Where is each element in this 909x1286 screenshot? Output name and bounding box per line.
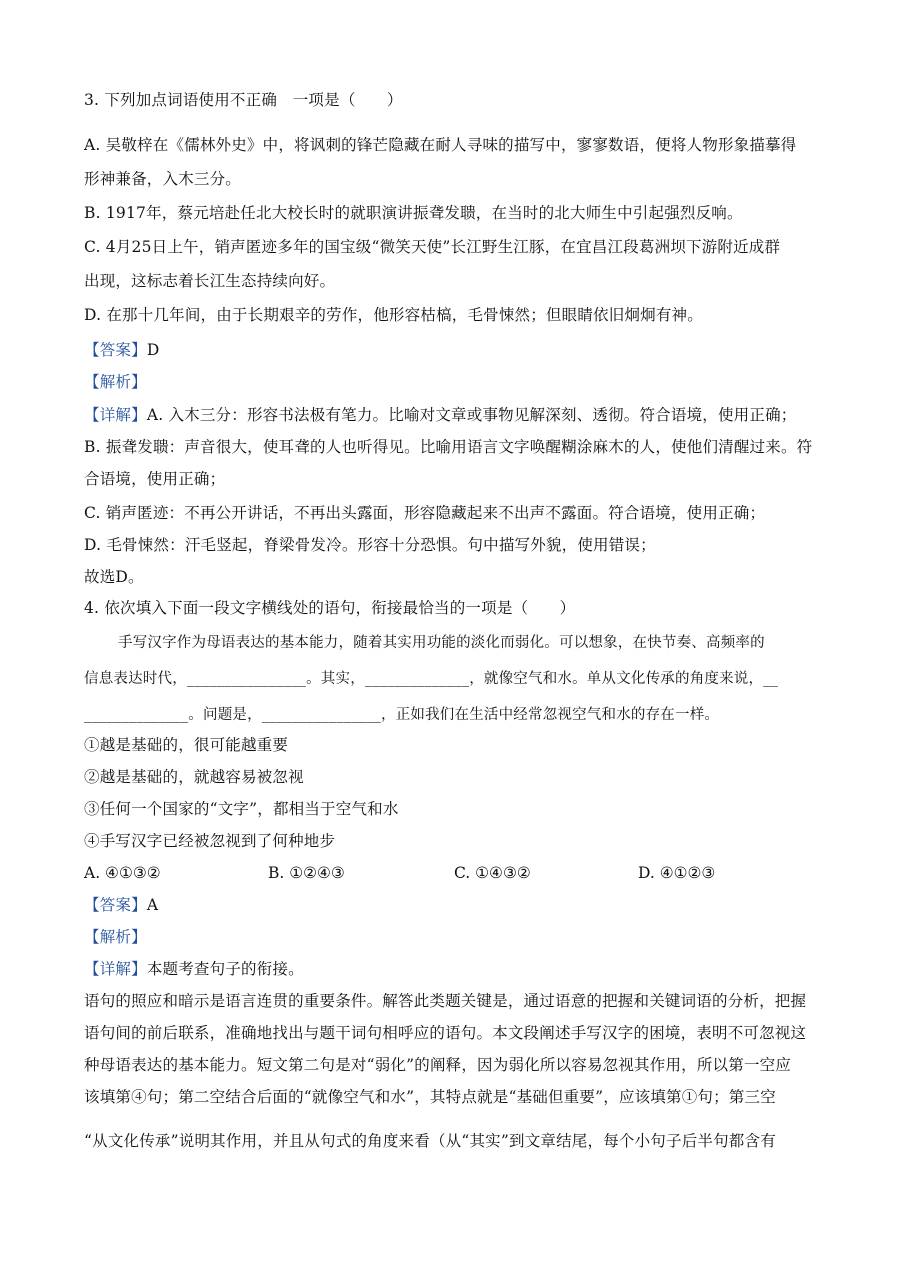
q4-explanation-line4: 该填第④句；第二空结合后面的“就像空气和水”，其特点就是“基础但重要”，应该填第①句；第三空 xyxy=(84,1088,776,1106)
q3-answer xyxy=(84,340,829,360)
q4-option-a: A. ④①③② xyxy=(84,864,161,882)
detail-text: A. 入木三分：形容书法极有笔力。比喻对文章或事物见解深刻、透彻。符合语境，使用正确； xyxy=(146,406,797,424)
q4-item-2: ②越是基础的，就越容易被忽视 xyxy=(84,768,304,786)
q3-option-c-line1: C. 4月25日上午，销声匿迹多年的国宝级“微笑天使”长江野生江豚，在宜昌江段葛洲坝下游附近成群 xyxy=(84,238,781,256)
q4-explanation-line1: 语句的照应和暗示是语言连贯的重要条件。解答此类题关键是，通过语意的把握和关键词语的分析，把握 xyxy=(84,992,807,1010)
q3-option-a-line2: 形神兼备，入木三分。 xyxy=(84,170,242,188)
q3-conclusion: 故选D。 xyxy=(84,568,144,586)
q4-explanation-line2: 语句间的前后联系，准确地找出与题干词句相呼应的语句。本文段阐述手写汉字的困境，表明不可忽视这 xyxy=(84,1024,807,1042)
q4-passage-line3: ______________。问题是，________________，正如我们在生活中经常忽视空气和水的存在一样。 xyxy=(84,707,720,723)
q4-explanation-line3: 种母语表达的基本能力。短文第二句是对“弱化”的阐释，因为弱化所以容易忽视其作用，所以第一空应 xyxy=(84,1056,792,1074)
q4-answer xyxy=(84,895,829,915)
q3-title: 3. 下列加点词语使用不正确 一项是（ ） xyxy=(84,91,403,109)
q4-passage-line1: 手写汉字作为母语表达的基本能力，随着其实用功能的淡化而弱化。可以想象，在快节奏、高频率的 xyxy=(118,635,765,651)
q4-title: 4. 依次填入下面一段文字横线处的语句，衔接最恰当的一项是（ ） xyxy=(84,599,576,617)
detail-tag: 【详解】 xyxy=(84,960,147,978)
answer-tag: 【答案】 xyxy=(84,341,147,359)
q4-option-d: D. ④①②③ xyxy=(638,864,716,882)
q3-option-d: D. 在那十几年间，由于长期艰辛的劳作，他形容枯槁，毛骨悚然；但眼睛依旧炯炯有神。 xyxy=(84,306,703,324)
q3-detail-line1 xyxy=(84,405,829,425)
q4-item-1: ①越是基础的，很可能越重要 xyxy=(84,736,289,754)
q4-passage-line2: 信息表达时代，________________。其实，______________，就像空气和水。单从文化传承的角度来说，__ xyxy=(84,671,779,687)
detail-tag: 【详解】 xyxy=(84,406,147,424)
q3-analysis-tag: 【解析】 xyxy=(84,373,147,391)
q4-item-4: ④手写汉字已经被忽视到了何种地步 xyxy=(84,832,336,850)
q3-detail-line2: B. 振聋发聩：声音很大，使耳聋的人也听得见。比喻用语言文字唤醒糊涂麻木的人，使他们清醒过来。符 xyxy=(84,438,813,456)
q3-option-b: B. 1917年，蔡元培赴任北大校长时的就职演讲振聋发聩，在当时的北大师生中引起强烈反响。 xyxy=(84,204,743,222)
q3-option-a-line1: A. 吴敬梓在《儒林外史》中，将讽刺的锋芒隐藏在耐人寻味的描写中，寥寥数语，便将人物形象描摹得 xyxy=(84,136,797,154)
q4-option-b: B. ①②④③ xyxy=(268,864,345,882)
q3-option-c-line2: 出现，这标志着长江生态持续向好。 xyxy=(84,272,336,290)
answer-tag: 【答案】 xyxy=(84,896,147,914)
q3-detail-line5: D. 毛骨悚然：汗毛竖起，脊梁骨发冷。形容十分恐惧。句中描写外貌，使用错误； xyxy=(84,536,656,554)
q3-detail-line3: 合语境，使用正确； xyxy=(84,470,226,488)
detail-text: 本题考查句子的衔接。 xyxy=(146,960,304,978)
q3-detail-line4: C. 销声匿迹：不再公开讲话，不再出头露面，形容隐藏起来不出声不露面。符合语境，使用正确； xyxy=(84,504,766,522)
q4-item-3: ③任何一个国家的“文字”，都相当于空气和水 xyxy=(84,800,399,818)
q4-detail-intro xyxy=(84,959,829,979)
q4-explanation-line5: “从文化传承”说明其作用，并且从句式的角度来看（从“其实”到文章结尾，每个小句子后半句都含有 xyxy=(84,1132,776,1150)
q4-option-c: C. ①④③② xyxy=(454,864,531,882)
q4-analysis-tag: 【解析】 xyxy=(84,928,147,946)
answer-value: A xyxy=(146,896,159,914)
answer-value: D xyxy=(146,341,160,359)
